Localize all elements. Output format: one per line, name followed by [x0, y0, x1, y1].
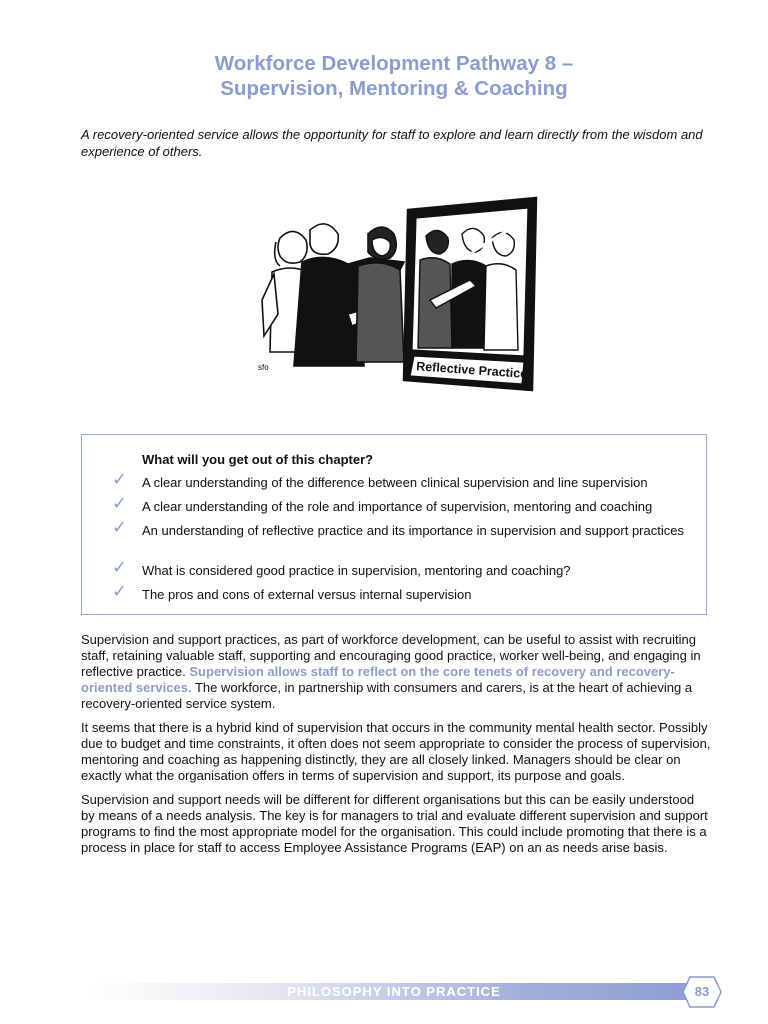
chapter-outcomes-box — [81, 434, 707, 615]
list-item-text: An understanding of reflective practice and its importance in supervision and support practices — [142, 523, 684, 538]
paragraph-1-end: The workforce, in partnership with consumers and carers, is at the heart of achieving a recovery-oriented service system. — [81, 680, 693, 711]
paragraph-2: It seems that there is a hybrid kind of supervision that occurs in the community mental health sector. Possibly due to budget and time constraints, it often does not seem appropriate to consider the process of supervision, mentoring and coaching as happening distinctly, they are all closely linked. Managers should be clear on exactly what the organisation offers in terms of supervision and support, its purpose and goals. — [81, 720, 711, 783]
reflective-practice-illustration — [240, 190, 550, 395]
highlighted-statement: Supervision allows staff to reflect on the core tenets of recovery and recovery-oriented services. — [81, 664, 675, 695]
paragraph-1 — [81, 632, 711, 712]
page-number: 83 — [694, 984, 710, 999]
intro-text: A recovery-oriented service allows the opportunity for staff to explore and learn directly from the wisdom and experience of others. — [81, 127, 703, 159]
mirror-caption: Reflective Practice — [415, 359, 528, 381]
title-line-2: Supervision, Mentoring & Coaching — [220, 76, 568, 100]
list-item-text: A clear understanding of the difference between clinical supervision and line supervision — [142, 475, 648, 490]
checkmark-icon: ✓ — [112, 493, 128, 514]
checkmark-icon: ✓ — [112, 469, 128, 490]
reflected-people — [418, 222, 522, 350]
paragraph-1-start: Supervision and support practices, as part of workforce development, can be useful to assist with recruiting staff, retaining valuable staff, supporting and encouraging good practice, worker well-being, and engaging in reflective practice. — [81, 632, 701, 679]
list-item-text: The pros and cons of external versus internal supervision — [142, 587, 472, 602]
list-item-text: What is considered good practice in supervision, mentoring and coaching? — [142, 563, 571, 578]
body-text — [81, 632, 711, 864]
chapter-outcomes-heading: What will you get out of this chapter? — [142, 452, 374, 467]
page-title — [0, 52, 768, 101]
footer-label: PHILOSOPHY INTO PRACTICE — [287, 984, 501, 999]
paragraph-3: Supervision and support needs will be different for different organisations but this can be easily understood by means of a needs analysis. The key is for managers to trial and evaluate different supervision and support programs to find the most appropriate model for the organisation. This could include promoting that there is a process in place for staff to access Employee Assistance Programs (EAP) on an as needs arise basis. — [81, 792, 708, 855]
checkmark-icon: ✓ — [112, 581, 128, 602]
checkmark-icon: ✓ — [112, 517, 128, 538]
people-group-left — [258, 224, 404, 372]
checkmark-icon: ✓ — [112, 557, 128, 578]
svg-text:sfo: sfo — [258, 363, 269, 372]
list-item-text: A clear understanding of the role and importance of supervision, mentoring and coaching — [142, 499, 653, 514]
title-line-1: Workforce Development Pathway 8 – — [214, 52, 574, 75]
